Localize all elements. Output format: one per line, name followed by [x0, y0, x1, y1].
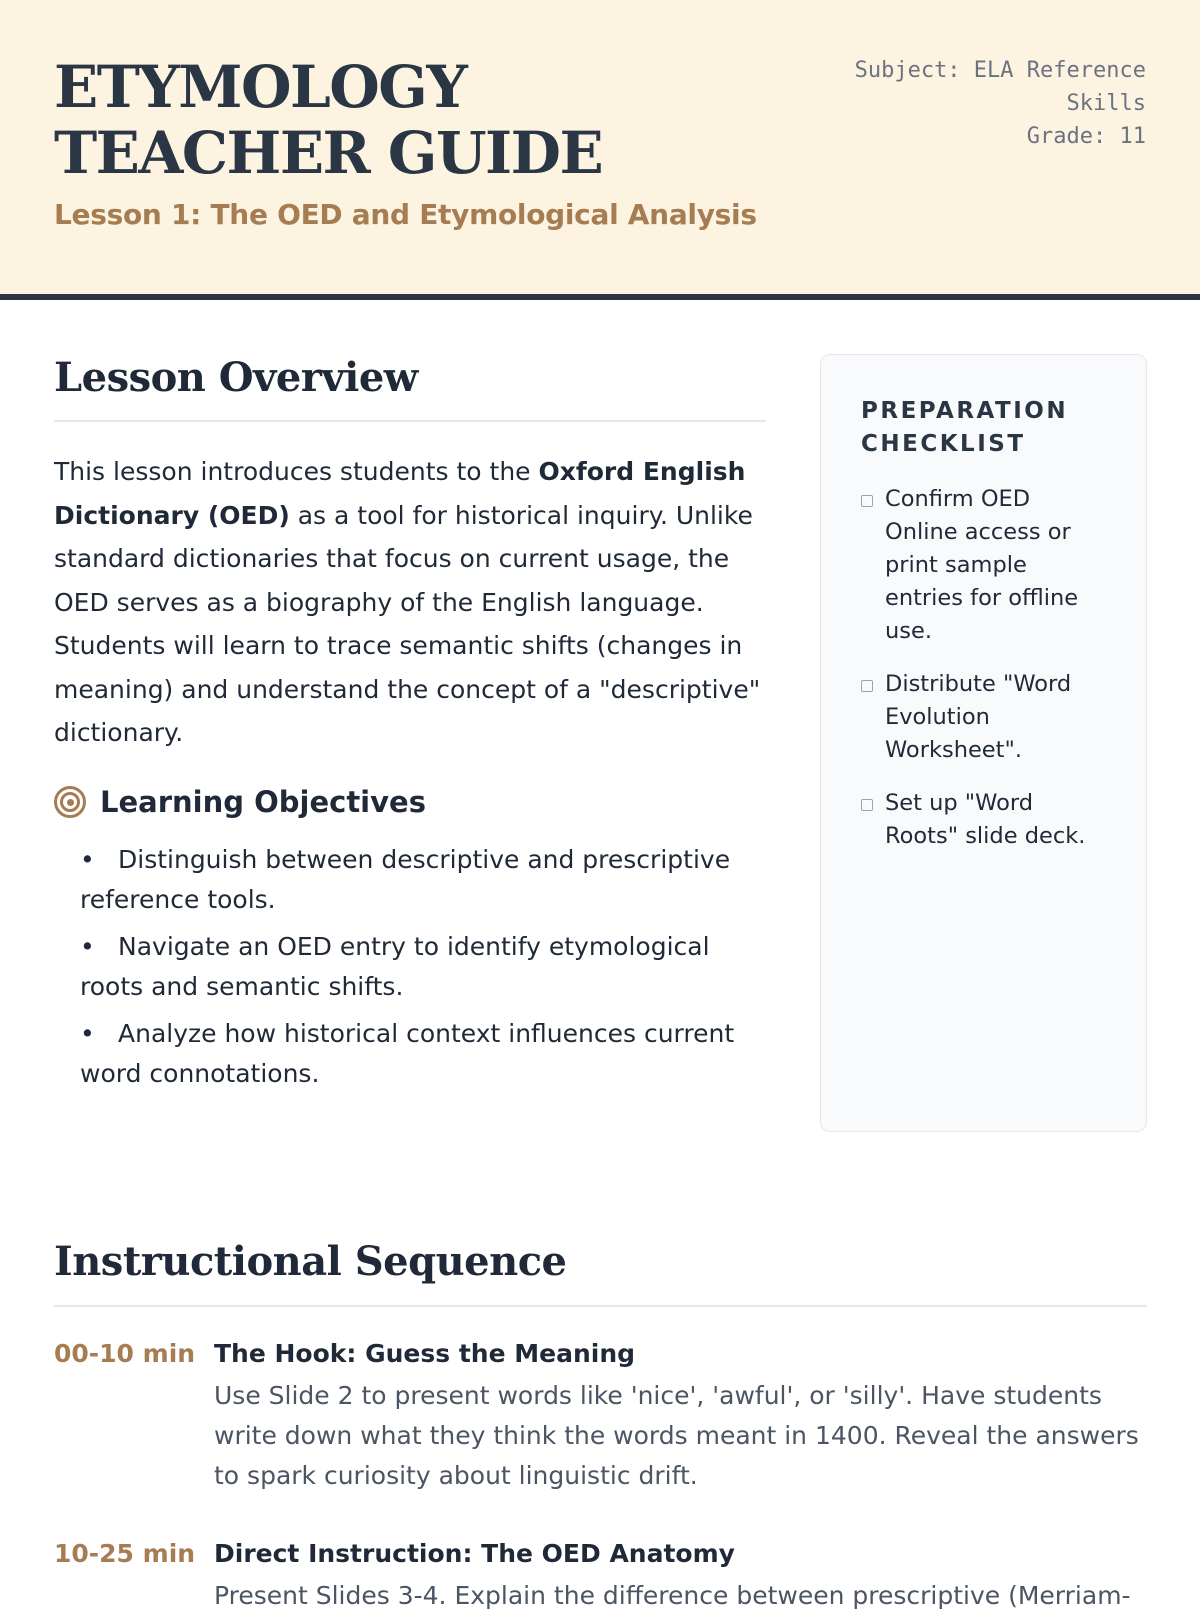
overview-intro-bold: Oxford English Dictionary (OED)	[54, 457, 746, 530]
step-time: 00-10 min	[54, 1339, 196, 1368]
checklist-item-label: Distribute "Word Evolution Worksheet".	[885, 671, 1072, 763]
objective-text: Distinguish between descriptive and prescriptive reference tools.	[80, 845, 731, 914]
checklist-item[interactable]	[861, 787, 1106, 853]
document-title: ETYMOLOGY TEACHER GUIDE	[54, 53, 603, 187]
checkbox-icon[interactable]	[861, 495, 873, 507]
bullet: •	[80, 1019, 95, 1048]
checklist-item[interactable]	[861, 483, 1106, 648]
lesson-subtitle: Lesson 1: The OED and Etymological Analysis	[54, 198, 757, 231]
checklist-item-label: Confirm OED Online access or print sample entries for offline use.	[885, 486, 1079, 644]
bullet: •	[80, 932, 95, 961]
objective-text: Navigate an OED entry to identify etymological roots and semantic shifts.	[80, 932, 710, 1001]
objectives-header	[54, 782, 426, 822]
sequence-divider	[54, 1305, 1147, 1307]
overview-intro-start: This lesson introduces students to the	[54, 457, 539, 486]
overview-intro-end: as a tool for historical inquiry. Unlike standard dictionaries that focus on current usage, the OED serves as a biography of the English language. Students will learn to trace semantic shifts (changes in meaning) and understand the concept of a "descriptive" dictionary.	[54, 500, 761, 747]
preparation-checklist	[820, 354, 1147, 1132]
step-body	[214, 1336, 1144, 1496]
bullet: •	[80, 845, 95, 874]
objectives-list	[80, 840, 770, 1101]
overview-heading: Lesson Overview	[54, 354, 418, 401]
objective-text: Analyze how historical context influences current word connotations.	[80, 1019, 735, 1088]
list-item	[80, 1014, 770, 1094]
checklist-heading: PREPARATION CHECKLIST	[861, 398, 1069, 457]
checklist-item[interactable]	[861, 668, 1106, 767]
target-icon	[54, 786, 86, 818]
step-body	[214, 1536, 1144, 1616]
step-time: 10-25 min	[54, 1539, 196, 1568]
grade-label: Grade: 11	[1026, 124, 1146, 149]
objectives-heading: Learning Objectives	[100, 785, 426, 819]
list-item	[80, 927, 770, 1007]
subject-label: Subject: ELA Reference Skills	[854, 58, 1146, 116]
step-description: Use Slide 2 to present words like 'nice', 'awful', or 'silly'. Have students write down what they think the words meant in 1400. Reveal the answers to spark curiosity about linguistic drift.	[214, 1381, 1139, 1490]
document-header	[0, 0, 1200, 300]
lesson-meta	[806, 54, 1146, 153]
list-item	[80, 840, 770, 920]
overview-divider	[54, 420, 766, 422]
sequence-step	[54, 1536, 1147, 1616]
checkbox-icon[interactable]	[861, 680, 873, 692]
checklist-item-label: Set up "Word Roots" slide deck.	[885, 790, 1086, 849]
sequence-step	[54, 1336, 1147, 1496]
checkbox-icon[interactable]	[861, 799, 873, 811]
step-heading: Direct Instruction: The OED Anatomy	[214, 1539, 735, 1568]
sequence-heading: Instructional Sequence	[54, 1238, 567, 1285]
step-heading: The Hook: Guess the Meaning	[214, 1339, 636, 1368]
overview-paragraph	[54, 450, 766, 755]
step-description: Present Slides 3-4. Explain the difference between prescriptive (Merriam-	[214, 1581, 1131, 1610]
